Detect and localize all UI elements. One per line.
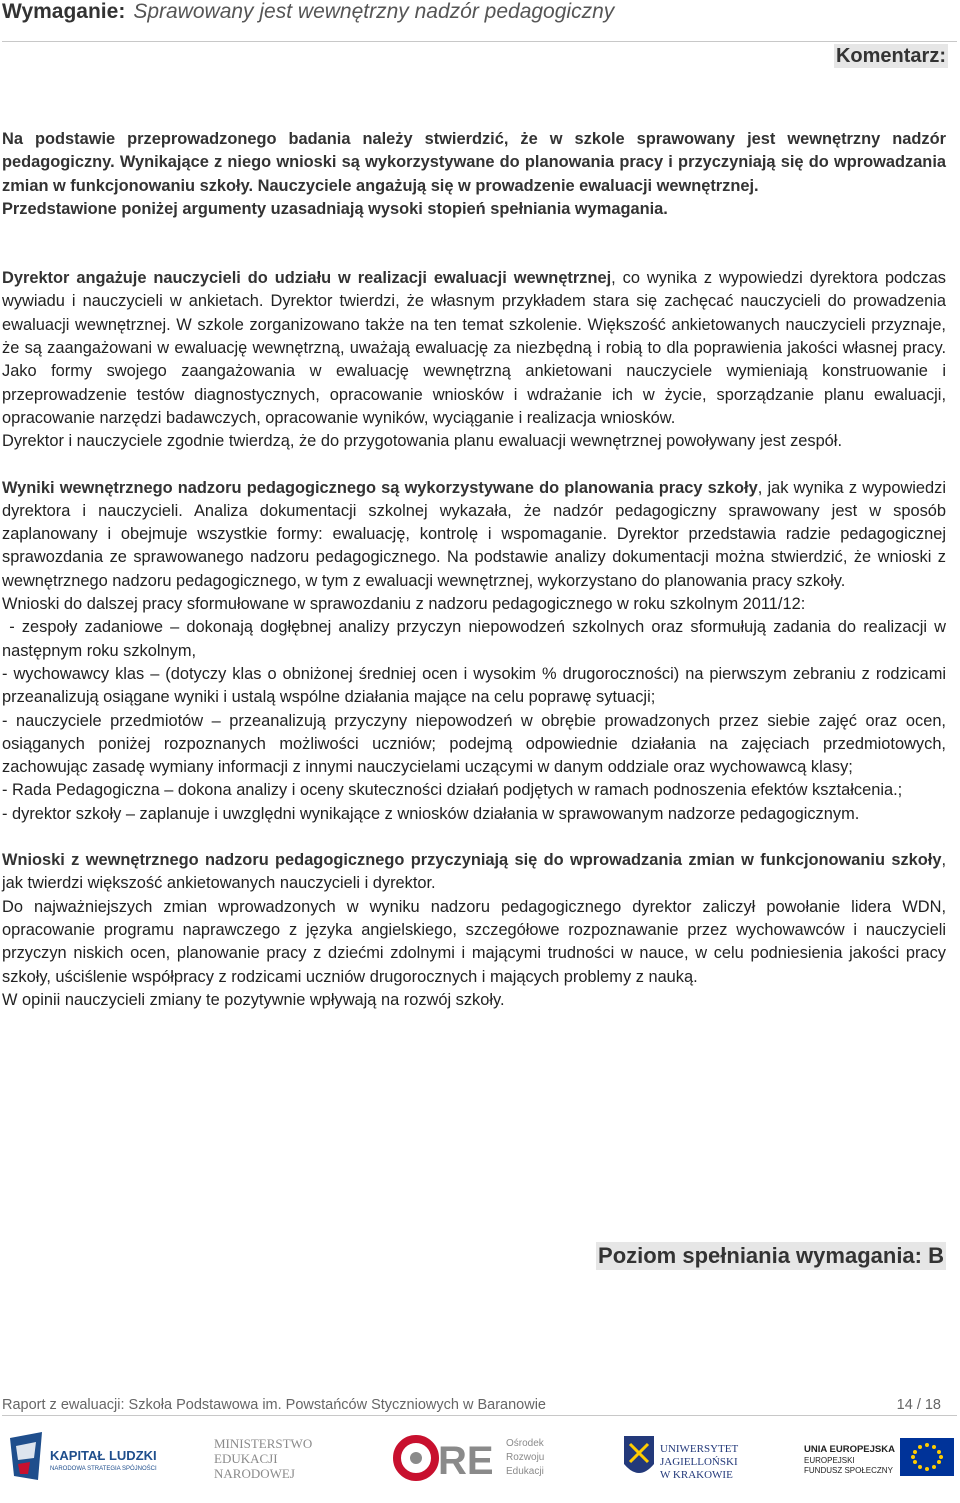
list-item: - nauczyciele przedmiotów – przeanalizują przyczyny niepowodzeń w obrębie prowadzonych przez siebie zajęć oraz ocen, osiąganych poniżej rozpoznanych możliwości uczniów; podejmą odpowiednie działania na zajęciach przedmiotowych, zachowując zasadę wymiany informacji z innymi nauczycielami uczącymi w danym oddziale oraz wychowawcą klasy; — [2, 711, 946, 777]
section2-body: , jak wynika z wypowiedzi dyrektora i nauczycieli. Analiza dokumentacji szkolnej wykazała, że nadzór pedagogiczny sprawowany jest w sposób zaplanowany i obejmuje wszystkie formy: ewaluację, kontrolę i wspomaganie. Dyrektor przedstawia radzie pedagogicznej sprawozdania ze sprawowanego nadzoru pedagogicznego. Na podstawie analizy dokumentacji można stwierdzić, że wnioski z wewnętrznego nadzoru pedagogicznego, w tym z ewaluacji wewnętrznej, wykorzystano do planowania pracy szkoły. — [2, 478, 946, 590]
men-line2: EDUKACJI — [214, 1451, 278, 1466]
list-item: - dyrektor szkoły – zaplanuje i uwzględni wynikające z wniosków działania w sprawowanym nadzorze pedagogicznym. — [2, 804, 860, 823]
eu-line1: UNIA EUROPEJSKA — [804, 1444, 895, 1455]
comment-label: Komentarz: — [835, 45, 946, 67]
intro-paragraph: Na podstawie przeprowadzonego badania należy stwierdzić, że w szkole sprawowany jest wewnętrzny nadzór pedagogiczny. Wynikające z niego wnioski są wykorzystywane do planowania pracy i przyczyniają się do wprowadzania zmian w funkcjonowaniu szkoły. Nauczyciele angażują się w prowadzenie ewaluacji wewnętrznej. — [2, 130, 946, 195]
eu-logo — [800, 1428, 958, 1488]
footer-divider — [2, 1415, 957, 1416]
sponsor-logos — [0, 1428, 960, 1488]
uj-line2: JAGIELLOŃSKI — [660, 1456, 738, 1468]
section2-lead: Wyniki wewnętrznego nadzoru pedagogicznego są wykorzystywane do planowania pracy szkoły — [2, 478, 758, 497]
section2-list-intro: Wnioski do dalszej pracy sformułowane w sprawozdaniu z nadzoru pedagogicznego w roku szkolnym 2011/12: — [2, 595, 806, 614]
section3-paragraph3: W opinii nauczycieli zmiany te pozytywnie wpływają na rozwój szkoły. — [2, 990, 505, 1009]
ore-sub2: Rozwoju — [506, 1452, 545, 1463]
kl-title: KAPITAŁ LUDZKI — [50, 1448, 157, 1463]
eu-line3: FUNDUSZ SPOŁECZNY — [804, 1466, 893, 1475]
ore-logo — [392, 1428, 562, 1488]
uj-line3: W KRAKOWIE — [660, 1469, 733, 1481]
ore-center-dot — [410, 1452, 422, 1464]
section3-lead: Wnioski z wewnętrznego nadzoru pedagogicznego przyczyniają się do wprowadzania zmian w funkcjonowaniu szkoły — [2, 851, 942, 870]
intro-summary: Przedstawione poniżej argumenty uzasadniają wysoki stopień spełniania wymagania. — [2, 199, 668, 218]
section1-body: , co wynika z wypowiedzi dyrektora podczas wywiadu i nauczycieli w ankietach. Dyrektor twierdzi, że własnym przykładem stara się zachęcać nauczycieli do prowadzenia ewaluacji wewnętrznej. W szkole zorganizowano także na ten temat szkolenie. Większość ankietowanych nauczycieli przyznaje, że są zaangażowani w ewaluację wewnętrzną, uważają ewaluację za niezbędną i robią to dla poprawienia jakości własnej pracy. Jako formy swojego zaangażowania w ewaluację wewnętrzną ankietowani nauczyciele wymieniają konstruowanie i przeprowadzenie testów diagnostycznych, opracowanie wniosków i wdrażanie ich w życie, sporządzanie planu ewaluacji, opracowanie narzędzi badawczych, opracowanie wyników, wyciąganie i realizacja wniosków. — [2, 269, 946, 427]
section1-lead: Dyrektor angażuje nauczycieli do udziału w realizacji ewaluacji wewnętrznej — [2, 269, 612, 288]
section3-paragraph2: Do najważniejszych zmian wprowadzonych w wyniku nadzoru pedagogicznego dyrektor zaliczył powołanie lidera WDN, opracowanie programu naprawczego z języka angielskiego, szczegółowe rozpoznawanie przez wychowawców i nauczycieli przyczyn niskich ocen, planowanie pracy z dziećmi zdolnymi i mającymi trudności w nauce, w celu podniesienia jakości pracy szkoły, uściślenie współpracy z rodzicami uczniów drugorocznych i mających problemy z nauką. — [2, 897, 946, 986]
eu-line2: EUROPEJSKI — [804, 1456, 855, 1465]
ore-sub1: Ośrodek — [506, 1438, 544, 1449]
list-item: - wychowawcy klas – (dotyczy klas o obniżonej średniej ocen i wysokim % drugoroczności) na pierwszym zebraniu z rodzicami przeanalizują osiągane wyniki i ustalą wspólne działania mające na celu poprawę sytuacji; — [2, 664, 946, 707]
men-logo — [212, 1428, 332, 1488]
section1-paragraph2: Dyrektor i nauczyciele zgodnie twierdzą, że do przygotowania planu ewaluacji wewnętrznej powoływany jest zespół. — [2, 432, 842, 451]
kl-flag-accent — [18, 1462, 30, 1474]
uj-line1: UNIWERSYTET — [660, 1443, 739, 1455]
section1-paragraph — [2, 267, 946, 430]
section3-body: , jak twierdzi większość ankietowanych nauczycieli i dyrektor. — [2, 851, 946, 893]
list-item: - zespoły zadaniowe – dokonają dogłębnej analizy przyczyn niepowodzeń szkolnych oraz sformułują zadania do realizacji w następnym roku szkolnym, — [2, 618, 951, 660]
requirement-level-label: Poziom spełniania wymagania: B — [598, 1243, 944, 1268]
header-divider — [2, 41, 957, 42]
list-item: - Rada Pedagogiczna – dokona analizy i oceny skuteczności działań podjętych w ramach podnoszenia efektów kształcenia.; — [2, 781, 903, 800]
content-body — [2, 128, 951, 1012]
section3-paragraph — [2, 849, 946, 896]
requirement-label: Wymaganie: — [2, 0, 126, 23]
uj-logo — [620, 1428, 750, 1488]
ore-letters: RE — [438, 1439, 494, 1483]
section2-paragraph — [2, 477, 946, 593]
ore-sub3: Edukacji — [506, 1466, 544, 1477]
page-header — [2, 0, 957, 42]
requirement-title: Sprawowany jest wewnętrzny nadzór pedagogiczny — [133, 0, 615, 23]
kl-subtitle: NARODOWA STRATEGIA SPÓJNOŚCI — [50, 1466, 157, 1472]
requirement-heading — [2, 0, 957, 24]
men-line1: MINISTERSTWO — [214, 1436, 313, 1451]
page-number: 14 / 18 — [896, 1397, 941, 1413]
men-line3: NARODOWEJ — [214, 1466, 295, 1481]
footer-report-title: Raport z ewaluacji: Szkoła Podstawowa im. Powstańców Styczniowych w Baranowie — [2, 1397, 546, 1413]
kapital-ludzki-logo — [8, 1428, 158, 1488]
